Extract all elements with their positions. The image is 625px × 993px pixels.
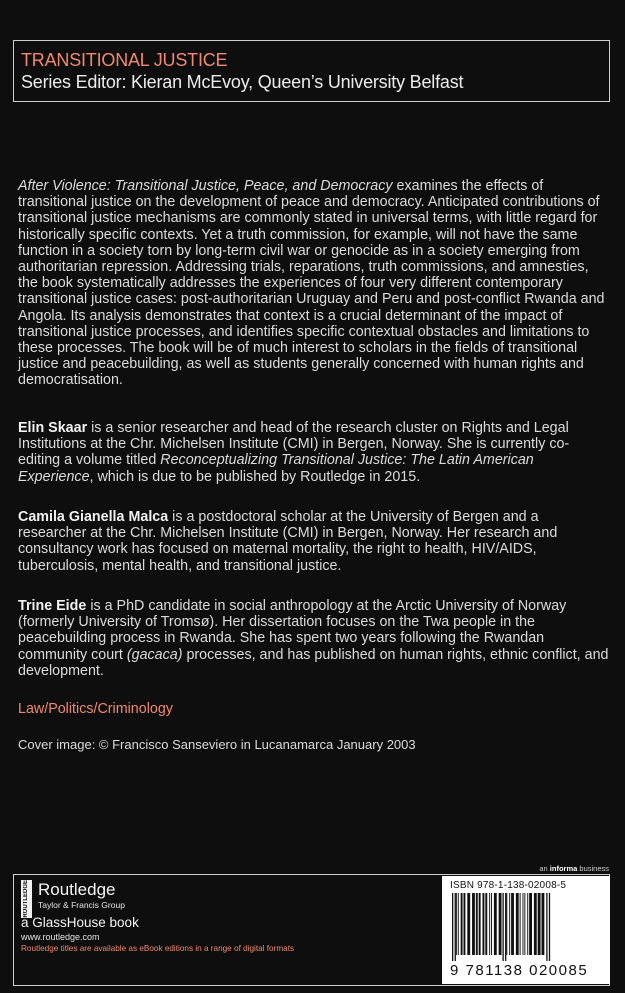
publisher-name: Routledge xyxy=(38,880,116,899)
author-bio-text: is a PhD candidate in social anthropology at the Arctic University of Norway (formerly University of Tromsø). Her dissertation focuses on the Twa people in the peacebuilding process in Rwanda. She has spent two years following the Rwandan community court xyxy=(18,598,567,663)
barcode-bar xyxy=(489,893,490,955)
routledge-logo-icon xyxy=(21,880,32,918)
barcode-bar xyxy=(542,893,545,955)
barcode-bar xyxy=(516,893,519,955)
barcode-bar xyxy=(456,893,457,955)
barcode-bar xyxy=(499,893,502,955)
barcode-bar xyxy=(461,893,463,955)
barcode-bar xyxy=(523,893,524,955)
ebook-note: Routledge titles are available as eBook editions in a range of digital formats xyxy=(21,944,295,953)
isbn-label: ISBN 978-1-138-02008-5 xyxy=(450,880,567,891)
author-bio-malca xyxy=(18,509,610,574)
book-title: After Violence: Transitional Justice, Peace, and Democracy xyxy=(18,178,393,194)
informa-business-mark: an informa business xyxy=(539,864,609,873)
barcode-guard-bar xyxy=(455,893,456,961)
author-name: Elin Skaar xyxy=(18,420,88,436)
author-bio-text: is a postdoctoral scholar at the University of Bergen and a researcher at the Chr. Michelsen Institute (CMI) in Bergen, Norway. Her research and consultancy work has focused on maternal mortality, the right to health, HIV/AIDS, tuberculosis, mental health, and transitional justice. xyxy=(18,509,558,574)
barcode-bar xyxy=(485,893,487,955)
publisher-imprint: a GlassHouse book xyxy=(21,915,139,930)
barcode-bar xyxy=(464,893,466,955)
barcode-guard-bar xyxy=(546,893,547,961)
barcode-bar xyxy=(509,893,510,955)
series-title: TRANSITIONAL JUSTICE xyxy=(21,50,228,70)
barcode-bar xyxy=(529,893,532,955)
author-bio-text: is a senior researcher and head of the research cluster on Rights and Legal Institutions at the Chr. Michelsen Institute (CMI) in Bergen, Norway. She is currently co-editing a volume titled xyxy=(18,420,570,469)
book-description xyxy=(18,178,610,389)
author-bio-italic: (gacaca) xyxy=(126,646,183,663)
author-bio-italic: Reconceptualizing Transitional Justice: The Latin American Experience xyxy=(18,452,534,485)
barcode-bar xyxy=(479,893,481,955)
barcode-bar xyxy=(491,893,492,955)
barcode-guard-bar xyxy=(452,893,453,961)
cover-credit: Cover image: © Francisco Sanseviero in Lucanamarca January 2003 xyxy=(18,737,416,752)
barcode-icon xyxy=(450,893,602,961)
description-text: examines the effects of transitional justice on the development of peace and democracy. Anticipated contributions of transitional justice mechanisms are commonly stated in universal terms, with little regard for historically specific contexts. Yet a truth commission, for example, will not have the same function in a society torn by long-term civil war or genocide as in a society emerging from authoritarian repression. Addressing trials, reparations, truth commissions, and amnesties, the book systematically addresses the experiences of four very different contemporary transitional justice cases: post-authoritarian Uruguay and Peru and post-conflict Rwanda and Angola. Its analysis demonstrates that context is a crucial determinant of the impact of transitional justice processes, and identifies specific contextual obstacles and limitations to these processes. The book will be of much interest to scholars in the fields of transitional justice and peacebuilding, as well as students generally concerned with human rights and democratisation. xyxy=(18,178,605,389)
barcode-bar xyxy=(458,893,459,955)
barcode-guard-bar xyxy=(502,893,503,961)
author-name: Trine Eide xyxy=(18,598,87,614)
barcode-digits: 9 781138 020085 xyxy=(450,962,589,979)
publisher-url: www.routledge.com xyxy=(21,932,100,942)
barcode-bar xyxy=(472,893,475,955)
logo-letters: ROUTLEDGE xyxy=(23,880,29,918)
author-bio-skaar xyxy=(18,420,610,485)
barcode-bar xyxy=(483,893,485,955)
barcode-bar xyxy=(527,893,528,955)
barcode-bar xyxy=(476,893,478,955)
barcode-bar xyxy=(534,893,537,955)
barcode-bar xyxy=(467,893,470,955)
subject-category: Law/Politics/Criminology xyxy=(18,701,173,717)
barcode-bar xyxy=(520,893,521,955)
author-bio-text: , which is due to be published by Routledge in 2015. xyxy=(89,468,421,485)
series-editor: Series Editor: Kieran McEvoy, Queen’s University Belfast xyxy=(21,72,464,92)
barcode-bar xyxy=(524,893,525,955)
barcode-guard-bar xyxy=(505,893,506,961)
barcode-guard-bar xyxy=(549,893,550,961)
author-name: Camila Gianella Malca xyxy=(18,509,169,525)
barcode-bar xyxy=(511,893,514,955)
publisher-group: Taylor & Francis Group xyxy=(38,900,125,910)
barcode-bar xyxy=(494,893,497,955)
series-box xyxy=(13,40,610,102)
author-bio-text: processes, and has published on human rights, ethnic conflict, and development. xyxy=(18,646,609,679)
isbn-barcode-panel xyxy=(442,876,610,984)
author-bio-eide xyxy=(18,598,610,679)
barcode-bar xyxy=(506,893,507,955)
barcode-bar xyxy=(538,893,541,955)
informa-brand: informa xyxy=(549,864,578,873)
